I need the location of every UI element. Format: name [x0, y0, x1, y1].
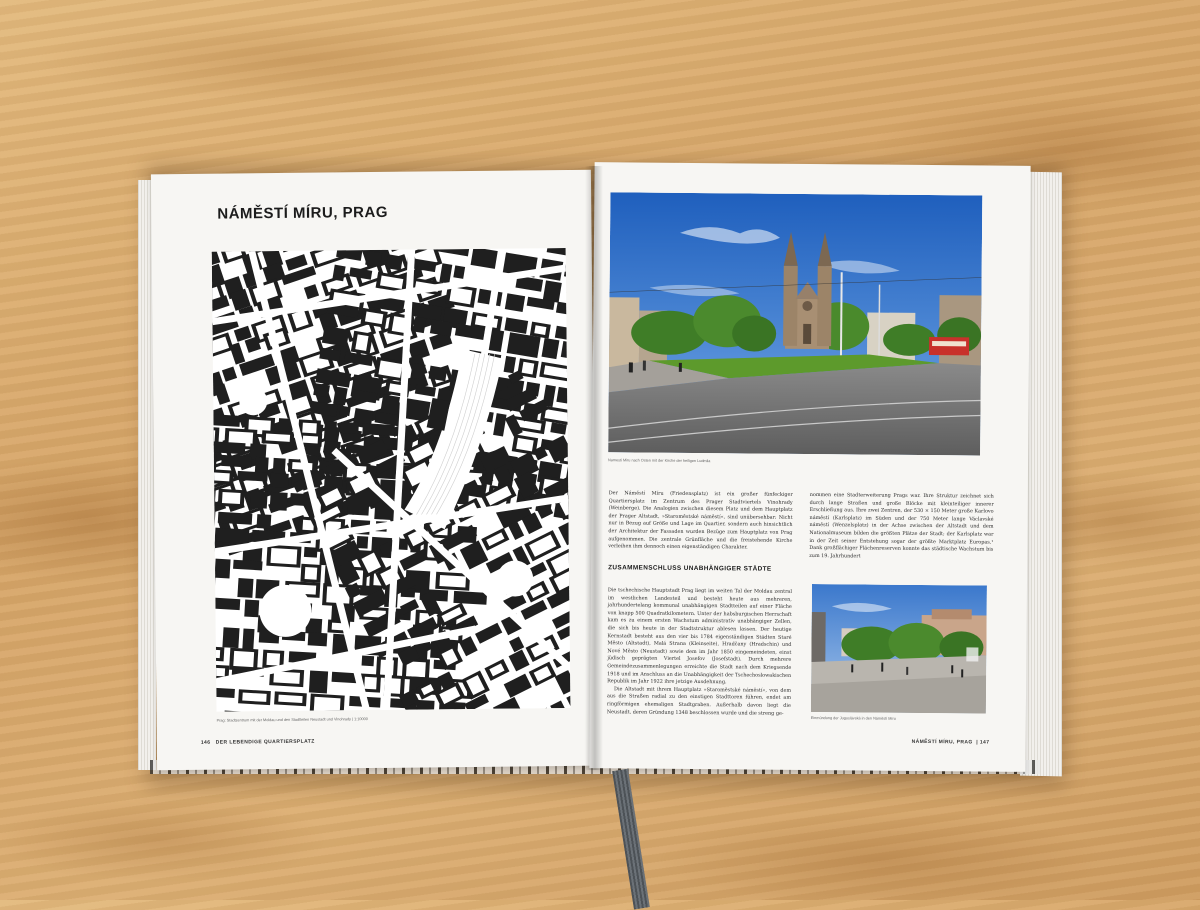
running-title: DER LEBENDIGE QUARTIERSPLATZ — [216, 739, 315, 746]
small-photo-square-view — [811, 584, 987, 714]
paragraph-history: Die tschechische Hauptstadt Prag liegt im weiten Tal der Moldau zentral im westlichen Landesteil und besteht heute aus mehreren, jahrhundertelang kommunal unabhängigen Stadtteilen auf einer Fläche von knapp 500 Quadratkilometern. Unter der habsburgischen Herrschaft kam es zu einem ersten Wachstum administrativ unabhängiger Zellen, die sich bis heute in der Stadtstruktur ablesen lassen. Der heutige Kernstadt besteht aus den vier bis 1784 eigenständigen Städten Staré Město (Altstadt), Malá Strana (Kleinseite), Hradčany (Hradschin) und Nové Město (Neustadt) sowie dem im Jahr 1850 eingemeindeten, einst jüdisch geprägten Viertel Josefov (Josefstadt). Durch mehrere Gemeindezusammenlegungen erreichte die Stadt nach dem Kriegsende 1918 und im Anschluss an die Unabhängigkeit der Tschechoslowakischen Republik im Jahr 1922 ihre jetzige Ausdehnung. — [607, 587, 792, 687]
figure-ground-map — [212, 248, 571, 712]
paragraph-intro: Der Náměstí Míru (Friedensplatz) ist ein großer fünfeckiger Quartiersplatz im Zentrum des Prager Stadtviertels Vinohrady (Weinberge). Die Analogien zwischen diesem Platz und dem Hauptplatz der Prager Altstadt, »Staroměstské náměstí«, sind unübersehbar: Nicht nur in Bezug auf Größe und Lage im Quartier, sondern auch hinsichtlich der Architektur der Fassaden wurden Bezüge zum Hauptplatz von Prag aufgenommen. Die zentrale Grünfläche und die freistehende Kirche verleihen ihm dennoch einen eigenständigen Charakter. — [608, 490, 793, 552]
book-gutter — [585, 166, 603, 770]
right-page — [589, 162, 1030, 772]
main-photo-church-square — [608, 192, 982, 455]
small-photo-caption: Einmündung der Jugoslávská in den Náměstí Míru — [811, 716, 896, 721]
small-photo-graphic — [811, 584, 987, 714]
folio-left — [201, 739, 315, 746]
running-title: NÁMĚSTÍ MÍRU, PRAG — [912, 739, 973, 746]
text-column-right — [809, 492, 994, 562]
paragraph-neustadt: nommen eine Stadterweiterung Prags war. Ihre Struktur zeichnet sich durch lange Straßen und große Blöcke mit kleinteiliger innerer Erschließung aus. Ihre zwei Zentren, der 530 × 150 Meter große Karlovo náměstí (Karlsplatz) im Süden und der 750 Meter lange Václavské náměstí (Wenzelsplatz) in der Achse zwischen der Altstadt und dem Nationalmuseum bilden die größten Plätze der Stadt; der Karlsplatz war in der Zeit seiner Entstehung sogar der größte Marktplatz Europas.¹ Dank großflächiger Flächenreserven konnte das städtische Wachstum bis zum 19. Jahrhundert — [809, 492, 994, 562]
page-number: 147 — [980, 739, 990, 745]
folio-right: NÁMĚSTÍ MÍRU, PRAG | 147 — [912, 739, 990, 746]
map-caption: Prag: Stadtzentrum mit der Moldau und den Stadtteilen Neustadt und Vinohrady | 1:10000 — [217, 717, 368, 723]
figure-ground-map-graphic — [212, 248, 571, 712]
paragraph-altstadt: Die Altstadt mit ihrem Hauptplatz »Staroměstské náměstí«, von dem aus die Straßen radial zu den einstigen Stadttoren führen, endet am ringförmigen ehemaligen Stadtgraben. Außerhalb davon liegt die Neustadt, deren Gründung 1348 beschlossen wurde und die streng ge- — [607, 686, 791, 718]
text-column-left-bottom — [607, 587, 792, 718]
left-page — [151, 170, 597, 771]
main-photo-caption: Namesti Miru nach Osten mit der Kirche der heiligen Ludmila — [608, 458, 710, 463]
section-heading: ZUSAMMENSCHLUSS UNABHÄNGIGER STÄDTE — [608, 564, 798, 573]
page-number: 146 — [201, 740, 211, 746]
page-title: NÁMĚSTÍ MÍRU, PRAG — [217, 204, 388, 223]
main-photo-graphic — [608, 192, 982, 455]
text-column-left-top — [608, 490, 793, 552]
ribbon-bookmark — [612, 769, 650, 910]
